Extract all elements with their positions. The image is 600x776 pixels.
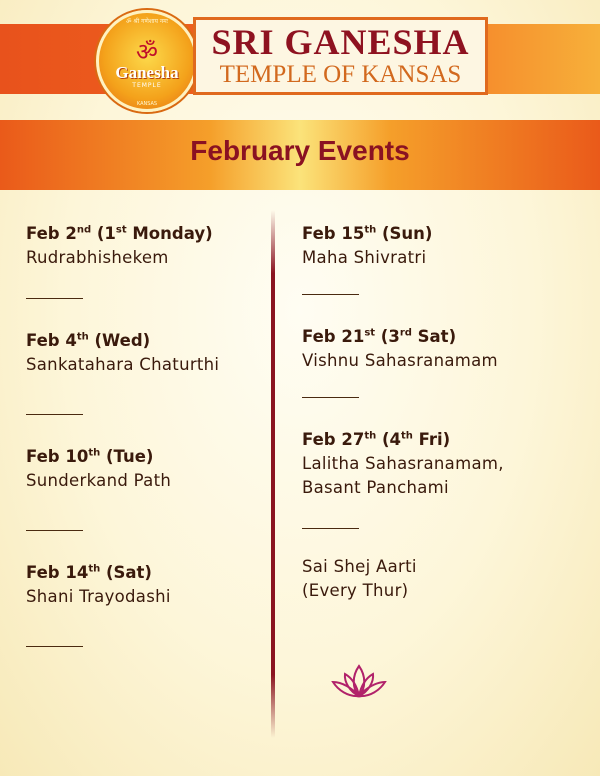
event-item (26, 561, 266, 616)
temple-title-box (193, 17, 488, 95)
event-name: Sai Shej Aarti (302, 557, 417, 576)
separator (26, 646, 83, 647)
page-title: February Events (190, 135, 410, 166)
event-name: Sankatahara Chaturthi (26, 355, 220, 374)
event-name: Shani Trayodashi (26, 587, 171, 606)
temple-logo (96, 10, 198, 112)
event-name: Maha Shivratri (302, 248, 427, 267)
event-item (26, 445, 266, 500)
event-date: Feb 10th (Tue) (26, 447, 154, 466)
event-date: Feb 4th (Wed) (26, 331, 151, 350)
event-item (302, 222, 572, 277)
event-name-secondary: Basant Panchami (302, 478, 449, 497)
event-item (302, 428, 572, 503)
event-name: Rudrabhishekem (26, 248, 169, 267)
logo-ring-text: ॐ श्री गणेशाय नमः (126, 18, 168, 25)
separator (302, 528, 359, 529)
event-name: Sunderkand Path (26, 471, 172, 490)
separator (302, 397, 359, 398)
separator (26, 530, 83, 531)
logo-place: KANSAS (136, 101, 158, 107)
events-right-column (302, 222, 572, 603)
separator (26, 298, 83, 299)
event-name: Lalitha Sahasranamam, (302, 454, 504, 473)
temple-title: SRI GANESHA (211, 22, 470, 62)
event-date: Feb 21st (3rd Sat) (302, 327, 457, 346)
events-left-column (26, 222, 266, 647)
event-frequency: (Every Thur) (302, 581, 409, 600)
event-name: Vishnu Sahasranamam (302, 351, 498, 370)
event-date: Feb 14th (Sat) (26, 563, 152, 582)
lotus-icon (330, 664, 388, 700)
event-item (302, 325, 572, 380)
logo-brand: Ganesha (115, 62, 179, 82)
ganesha-icon: ॐ (136, 37, 158, 66)
separator (302, 294, 359, 295)
event-date: Feb 2nd (1st Monday) (26, 224, 213, 243)
separator (26, 414, 83, 415)
logo-sub: TEMPLE (132, 81, 162, 89)
event-date: Feb 15th (Sun) (302, 224, 433, 243)
temple-subtitle: TEMPLE OF KANSAS (219, 61, 462, 88)
event-item (26, 222, 266, 277)
event-date: Feb 27th (4th Fri) (302, 430, 451, 449)
column-divider (271, 210, 275, 738)
event-item (302, 555, 572, 603)
event-item (26, 329, 266, 384)
